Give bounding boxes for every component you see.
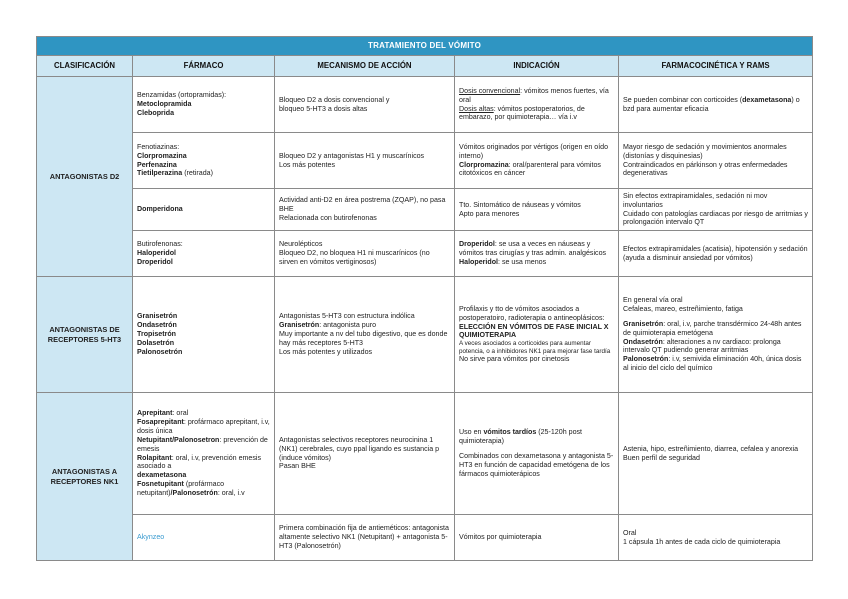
cell-text <box>137 348 270 357</box>
cell-text: Ondasetrón <box>623 337 663 346</box>
header-farmacocinetica: FARMACOCINÉTICA Y RAMS <box>619 56 813 77</box>
table-row <box>37 77 813 133</box>
farmaco-cell <box>133 231 275 277</box>
class-antagonistas-nk1: ANTAGONISTAS A RECEPTORES NK1 <box>37 393 133 561</box>
cell-text: vómitos tardíos <box>483 428 537 437</box>
cell-text: /Palonosetrón <box>170 488 218 497</box>
cell-text: Cefaleas, mareo, estreñimiento, fatiga <box>623 304 743 313</box>
farmacocinetica-cell <box>619 393 813 515</box>
tratamiento-table <box>36 36 813 561</box>
cell-text: Palonosetrón <box>623 355 669 364</box>
cell-text <box>459 428 614 446</box>
cell-text: dexametasona <box>137 471 187 480</box>
cell-text: Clorpromazina <box>137 151 187 160</box>
cell-text: : oral/parenteral para vómitos citotóxicos en cáncer <box>459 160 601 178</box>
farmacocinetica-cell <box>619 77 813 133</box>
cell-text: : vómitos postoperatorios, de embarazo, por quimioterapia… vía i.v <box>459 104 585 122</box>
cell-text: Cuidado con patologías cardiacas por riesgo de arritmias y prolongación intervalo QT <box>623 209 808 227</box>
cell-text: : profármaco aprepitant, i.v, dosis única <box>137 418 270 435</box>
cell-text: : oral, i.v, parche transdérmico 24-48h antes de quimioterapia emetógena <box>623 319 802 337</box>
cell-text: Granisetrón <box>623 319 664 328</box>
cell-text <box>623 320 808 338</box>
akynzeo-link[interactable]: Akynzeo <box>137 533 165 542</box>
cell-text: Efectos extrapiramidales (acatisia), hipotensión y sedación (ayuda a disminuir ansiedad por vómitos) <box>623 244 808 262</box>
cell-text: Buen perfil de seguridad <box>623 453 700 462</box>
cell-text: Haloperidol <box>137 249 177 258</box>
indicacion-cell <box>455 189 619 231</box>
table-row <box>37 393 813 515</box>
farmaco-cell <box>133 77 275 133</box>
cell-text: 1 cápsula 1h antes de cada ciclo de quimioterapia <box>623 537 781 546</box>
cell-text <box>137 409 270 418</box>
mecanismo-cell <box>275 231 455 277</box>
cell-text: Droperidol <box>459 240 495 249</box>
cell-text: Butirofenonas: <box>137 240 183 249</box>
cell-text: Dosis convencional <box>459 86 521 95</box>
farmaco-cell <box>133 189 275 231</box>
farmacocinetica-cell <box>619 231 813 277</box>
indicacion-cell <box>455 77 619 133</box>
cell-text: Profilaxis y tto de vómitos asociados a postoperatoiro, radioterapia o antineoplásicos: <box>459 304 605 322</box>
cell-text: Fosnetupitant <box>137 480 184 489</box>
cell-text: : oral <box>172 409 189 418</box>
cell-text: Benzamidas (ortopramidas): <box>137 91 227 100</box>
mecanismo-cell <box>275 515 455 561</box>
table-row <box>37 231 813 277</box>
header-indicacion: INDICACIÓN <box>455 56 619 77</box>
cell-text <box>459 87 614 105</box>
table-row <box>37 189 813 231</box>
cell-text: : se usa menos <box>498 257 547 266</box>
cell-text: Pasan BHE <box>279 462 316 471</box>
cell-text <box>137 169 270 178</box>
cell-text <box>137 321 270 330</box>
cell-text <box>459 258 614 267</box>
cell-text: Relacionada con butirofenonas <box>279 213 377 222</box>
farmaco-cell <box>133 393 275 515</box>
cell-text: Perfenazina <box>137 160 177 169</box>
cell-text: Metoclopramida <box>137 100 192 109</box>
mecanismo-cell <box>275 77 455 133</box>
cell-text <box>137 109 270 118</box>
mecanismo-cell <box>275 277 455 393</box>
cell-text: Los más potentes <box>279 160 335 169</box>
cell-text: (profármaco netupitant) <box>137 480 225 497</box>
cell-text: Mayor riesgo de sedación y movimientos anormales (distonías y disquinesias) <box>623 142 787 160</box>
cell-text: Combinados con dexametasona y antagonista 5-HT3 en función de capacidad emetógena de los fármacos quimioterápicos <box>459 452 614 478</box>
cell-text: Bloqueo D2 y antagonistas H1 y muscarínicos <box>279 151 425 160</box>
cell-text: Los más potentes y utilizados <box>279 347 373 356</box>
mecanismo-cell <box>275 393 455 515</box>
cell-text: Cleboprida <box>137 108 175 117</box>
cell-text: : oral, i.v, prevención emesis asociado a <box>137 453 262 471</box>
cell-text: Sin efectos extrapiramidales, sedación ni mov involuntarios <box>623 191 768 209</box>
cell-text: (retirada) <box>182 169 213 178</box>
cell-text: Palonosetrón <box>137 347 183 356</box>
cell-text: Antagonistas selectivos receptores neurocinina 1 (NK1) cerebrales, cuyo ppal ligando es sustancia p (induce vómitos) <box>279 435 440 462</box>
cell-text: Rolapitant <box>137 453 172 462</box>
cell-text <box>137 100 270 109</box>
cell-text: Astenia, hipo, estreñimiento, diarrea, cefalea y anorexia <box>623 444 799 453</box>
cell-text: No sirve para vómitos por cinetosis <box>459 355 570 364</box>
cell-text: : prevención de emesis <box>137 435 268 453</box>
farmaco-cell <box>133 277 275 393</box>
cell-text: Droperidol <box>137 257 173 266</box>
cell-text: bloqueo 5-HT3 a dosis altas <box>279 104 368 113</box>
indicacion-cell <box>455 277 619 393</box>
cell-text <box>459 105 614 123</box>
cell-text: Bloqueo D2, no bloquea H1 ni muscarínicos (no sirven en vómitos vertiginosos) <box>279 249 430 266</box>
cell-text: Dolasetrón <box>137 338 175 347</box>
cell-text: Contraindicados en párkinson y otras enfermedades degenerativas <box>623 160 788 178</box>
cell-text <box>623 338 808 356</box>
cell-text: : se usa a veces en náuseas y vómitos tras cirugías y tras admin. analgésicos <box>459 240 607 258</box>
indicacion-cell <box>455 393 619 515</box>
farmacocinetica-cell <box>619 277 813 393</box>
cell-text <box>137 454 270 472</box>
mecanismo-cell <box>275 189 455 231</box>
cell-text: Dosis altas <box>459 104 494 113</box>
cell-text: Fosaprepitant <box>137 418 184 427</box>
cell-text <box>137 418 270 436</box>
cell-text: ) o bzd para aumentar eficacia <box>623 95 800 113</box>
cell-text: Granisetrón <box>279 321 320 330</box>
cell-text <box>137 161 270 170</box>
cell-text: : antagonista puro <box>319 321 377 330</box>
cell-text <box>137 480 270 498</box>
farmaco-cell <box>133 515 275 561</box>
cell-text: : oral, i.v <box>217 488 245 497</box>
header-mecanismo: MECANISMO DE ACCIÓN <box>275 56 455 77</box>
farmacocinetica-cell <box>619 515 813 561</box>
cell-text: En general vía oral <box>623 296 683 305</box>
farmacocinetica-cell <box>619 133 813 189</box>
farmacocinetica-cell <box>619 189 813 231</box>
cell-text: Uso en <box>459 428 484 437</box>
cell-text: Actividad anti-D2 en área postrema (ZQAP), no pasa BHE <box>279 196 446 214</box>
cell-text: Antagonistas 5-HT3 con estructura indólica <box>279 312 415 321</box>
cell-text: dexametasona <box>742 95 792 104</box>
cell-text: Apto para menores <box>459 209 520 218</box>
cell-text: (25-120h post quimioterapia) <box>459 428 583 446</box>
cell-text <box>137 330 270 339</box>
cell-text <box>137 339 270 348</box>
cell-text <box>623 96 808 114</box>
cell-text: Granisetrón <box>137 312 178 321</box>
cell-text <box>137 249 270 258</box>
table-row <box>37 277 813 393</box>
cell-text <box>459 305 614 340</box>
cell-text: Vómitos por quimioterapia <box>459 533 542 542</box>
cell-text: Vómitos originados por vértigos (origen en oído interno) <box>459 142 609 160</box>
cell-text: Tietilperazina <box>137 169 183 178</box>
header-farmaco: FÁRMACO <box>133 56 275 77</box>
cell-text: Oral <box>623 528 637 537</box>
cell-text <box>137 312 270 321</box>
cell-text: Fenotiazinas: <box>137 142 180 151</box>
cell-text: Aprepitant <box>137 409 173 418</box>
cell-text <box>137 436 270 454</box>
cell-text <box>623 355 808 373</box>
class-antagonistas-5ht3: ANTAGONISTAS DE RECEPTORES 5-HT3 <box>37 277 133 393</box>
table-row <box>37 515 813 561</box>
cell-text <box>137 471 270 480</box>
farmaco-cell <box>133 133 275 189</box>
cell-text: Ondasetrón <box>137 321 177 330</box>
table-row <box>37 133 813 189</box>
cell-text <box>137 258 270 267</box>
cell-text: : i.v, semivida eliminación 40h, única dosis al inicio del ciclo del químico <box>623 355 802 373</box>
cell-text <box>459 161 614 179</box>
cell-text: Muy importante a nv del tubo digestivo, que es donde hay más receptores 5-HT3 <box>279 330 448 347</box>
cell-text: Se pueden combinar con corticoides ( <box>623 95 743 104</box>
cell-text: : alteraciones a nv cardiaco: prolonga intervalo QT pudiendo generar arritmias <box>623 337 781 355</box>
cell-text: Domperidona <box>137 205 183 214</box>
cell-text: Bloqueo D2 a dosis convencional y <box>279 95 390 104</box>
cell-text: Tto. Sintomático de náuseas y vómitos <box>459 200 581 209</box>
cell-text <box>459 240 614 258</box>
indicacion-cell <box>455 515 619 561</box>
header-clasificacion: CLASIFICACIÓN <box>37 56 133 77</box>
cell-text: : vómitos menos fuertes, vía oral <box>459 86 609 104</box>
mecanismo-cell <box>275 133 455 189</box>
cell-text: ELECCIÓN EN VÓMITOS DE FASE INICIAL X QUIMIOTERAPIA <box>459 322 609 340</box>
cell-text: A veces asociados a corticoides para aumentar potencia, o a inhibidores NK1 para mejorar fase tardía <box>459 340 611 355</box>
cell-text <box>137 152 270 161</box>
cell-text: Haloperidol <box>459 257 499 266</box>
cell-text: Primera combinación fija de antieméticos: antagonista altamente selectivo NK1 (Netupitant) + antagonista 5-HT3 (Palonosetrón) <box>279 524 449 550</box>
indicacion-cell <box>455 231 619 277</box>
cell-text: Clorpromazina <box>459 160 509 169</box>
cell-text: Tropisetrón <box>137 330 177 339</box>
indicacion-cell <box>455 133 619 189</box>
cell-text: Netupitant/Palonosetron <box>137 435 220 444</box>
cell-text <box>279 321 450 330</box>
table-title: TRATAMIENTO DEL VÓMITO <box>37 37 813 56</box>
cell-text: Neurolépticos <box>279 240 323 249</box>
cell-text <box>137 205 270 214</box>
class-antagonistas-d2: ANTAGONISTAS D2 <box>37 77 133 277</box>
